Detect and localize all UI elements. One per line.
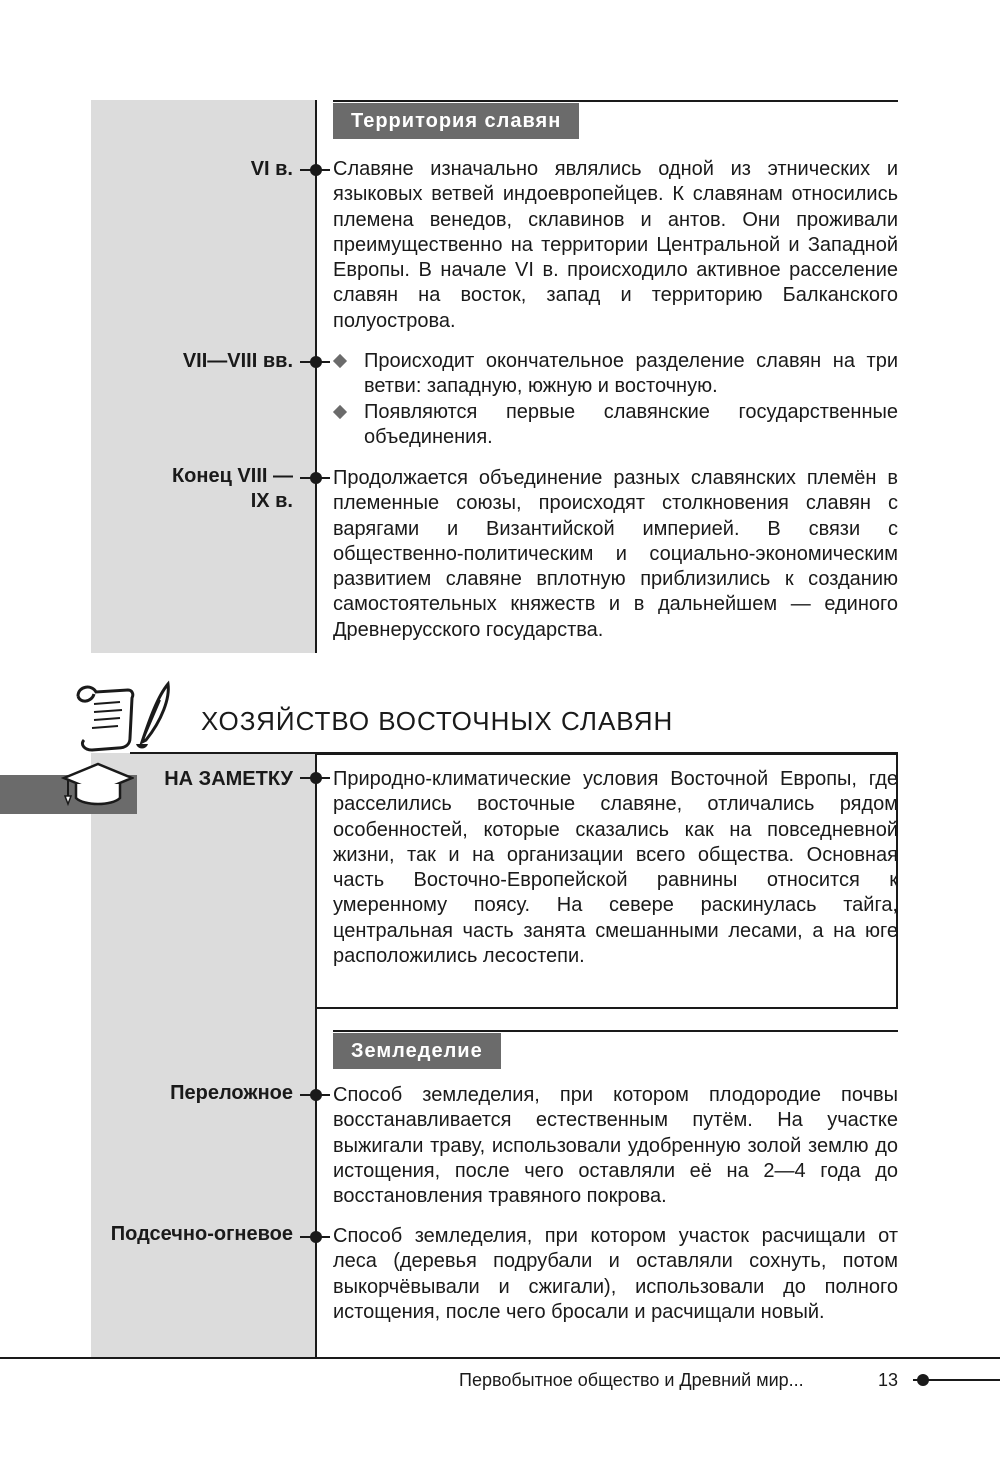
scroll-quill-icon	[70, 678, 180, 758]
graduation-cap-icon	[58, 758, 134, 810]
timeline-line-1	[315, 100, 317, 653]
term-label-podsechno: Подсечно-огневое	[110, 1223, 293, 1245]
timeline-connector	[316, 777, 330, 779]
diamond-bullet-icon	[333, 405, 347, 419]
entry-bullets-vii-viii	[333, 349, 898, 450]
timeline-connector	[316, 1094, 330, 1096]
page-number-rule	[913, 1379, 1000, 1381]
header-agriculture: Земледелие	[333, 1033, 501, 1069]
date-label-vi: VI в.	[250, 158, 293, 180]
header-rule-territory	[333, 100, 898, 102]
note-text: Природно-климатические условия Восточной Европы, где расселились восточные славяне, отличались рядом особенностей, которые сказались как на повседневной жизни, так и на организации всего общества. Основная часть Восточно-Европейской равнины относится к умеренному поясу. На севере раскинулась тайга, центральная часть занята смешанными лесами, а на юге расположились лесостепи.	[333, 768, 898, 968]
footer-rule	[0, 1357, 1000, 1359]
timeline-connector	[316, 361, 330, 363]
date-label-viii-ix: Конец VIII — IX в.	[171, 465, 293, 513]
timeline-connector	[316, 477, 330, 479]
date-label-vii-viii: VII—VIII вв.	[182, 350, 293, 372]
list-item: Появляются первые славянские государственные объединения.	[333, 400, 898, 451]
timeline-connector	[316, 1236, 330, 1238]
entry-text-vi: Славяне изначально являлись одной из этнических и языковых ветвей индоевропейцев. К славянам относились племена венедов, склавинов и антов. Они проживали преимущественно на территории Центральной и Западной Европы. В начале VI в. происходило активное расселение славян на восток, запад и территорию Балканского полуострова.	[333, 158, 898, 332]
timeline-connector	[316, 169, 330, 171]
term-label-perelozhnoe: Переложное	[170, 1082, 293, 1104]
section-title: ХОЗЯЙСТВО ВОСТОЧНЫХ СЛАВЯН	[201, 706, 674, 736]
note-label: НА ЗАМЕТКУ	[164, 768, 293, 790]
timeline-column-1	[91, 100, 315, 653]
diamond-bullet-icon	[333, 354, 347, 368]
header-territory: Территория славян	[333, 103, 579, 139]
running-title: Первобытное общество и Древний мир...	[459, 1370, 804, 1390]
timeline-line-2	[315, 1007, 317, 1357]
page-number: 13	[878, 1370, 899, 1390]
term-text-perelozhnoe: Способ земледелия, при котором плодородие почвы восстанавливается естественным путём. На участке выжигали траву, использовали удобренную золой землю до истощения, после чего оставляли её на 2—4 года до восстановления травяного покрова.	[333, 1084, 898, 1208]
header-rule-agriculture	[333, 1030, 898, 1032]
term-text-podsechno: Способ земледелия, при котором участок расчищали от леса (деревья подрубали и оставляли сохнуть, потом выкорчёвывали и сжигали), использовали до полного истощения, после чего бросали и расчищали новый.	[333, 1225, 898, 1323]
timeline-column-2	[91, 753, 315, 1357]
list-item: Происходит окончательное разделение славян на три ветви: западную, южную и восточную.	[333, 349, 898, 400]
entry-text-viii-ix: Продолжается объединение разных славянских племён в племенные союзы, происходят столкновения славян с варягами и Византийской империей. В связи с общественно-политическим и социально-экономическим развитием славяне вплотную приблизились к созданию самостоятельных княжеств и в дальнейшем — единого Древнерусского государства.	[333, 467, 898, 641]
